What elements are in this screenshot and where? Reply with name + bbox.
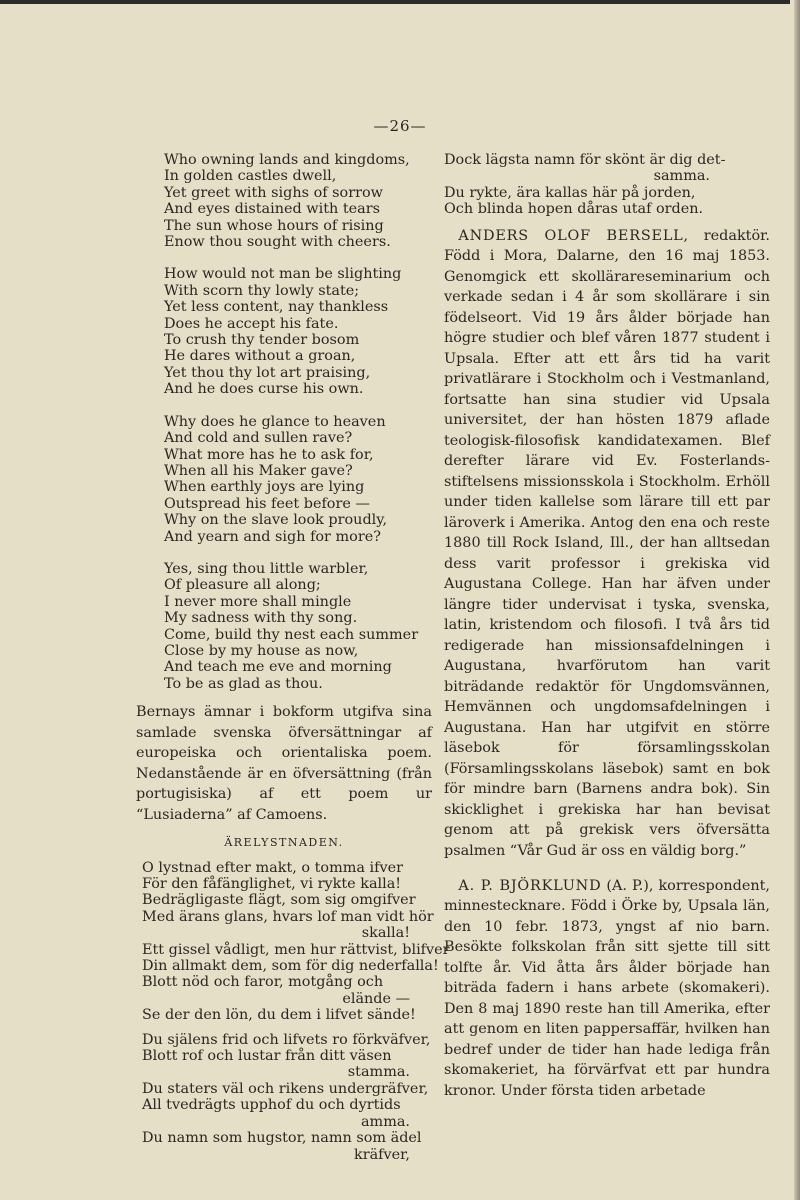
stanza [164, 266, 432, 397]
verse-line: Yet greet with sighs of sorrow [164, 184, 383, 201]
verse-continuation: elände — [342, 990, 410, 1007]
verse-line: O lystnad efter makt, o tomma ifver [142, 859, 403, 876]
translated-poem [142, 859, 450, 1163]
page-edge [794, 0, 800, 1200]
top-rule [0, 0, 790, 4]
verse-line: För den fåfänglighet, vi rykte kalla! [142, 876, 402, 892]
verse-continuation: samma. [653, 168, 710, 185]
verse-line: I never more shall mingle [164, 593, 352, 610]
verse-line: In golden castles dwell, [164, 168, 337, 185]
verse-line: Ett gissel vådligt, men hur rättvist, blifver [142, 941, 450, 958]
verse-continuation: amma. [360, 1113, 410, 1130]
verse-line: Du själens frid och lifvets ro förkväfver, [142, 1031, 431, 1048]
verse-line: Outspread his feet before — [164, 495, 370, 512]
verse-line: Yet less content, nay thankless [164, 299, 389, 316]
verse-line: To be as glad as thou. [164, 675, 323, 692]
verse-line: Din allmakt dem, som för dig nederfalla! [142, 958, 439, 975]
stanza [164, 152, 432, 250]
verse-line: Yet thou thy lot art praising, [164, 364, 371, 381]
verse-line: When all his Maker gave? [164, 462, 353, 479]
biography-text: redaktör. Född i Mora, Dalarne, den 16 maj 1853. Genomgick ett skollärareseminarium och verkade sedan i 4 år som skollärare i sin födelseort. Vid 19 års ålder började han högre studier och blef våren 1877 student i Upsala. Efter att ett års tid ha varit privatlärare i Stockholm och i Vestmanland, fortsatte han sina studier vid Upsala universitet, der han hösten 1879 aflade teologisk-filosofisk kandidatexamen. Blef derefter lärare vid Ev. Fosterlands-stiftelsens missionsskola i Stockholm. Erhöll under tiden kallelse som lärare till ett par läroverk i Amerika. Antog den ena och reste 1880 till Rock Island, Ill., der han alltsedan dess varit professor i grekiska vid Augustana College. Han har äfven under längre tider undervisat i tyska, svenska, latin, kristendom och filosofi. I två års tid redigerade han missionsafdelningen i Augustana, hvarförutom han varit biträdande redaktör för Ungdomsvännen, Hemvännen och ungdomsafdelningen i Augustana. Han har utgifvit en större läsebok för församlingsskolan (Församlingsskolans läsebok) samt en bok för mindre barn (Barnens andra bok). Sin skicklighet i grekiska har han bevisat genom att på grekisk vers öfversätta psalmen “Vår Gud är oss en väldig borg.” [444, 227, 770, 859]
biography-name: A. P. BJÖRKLUND [458, 877, 602, 894]
verse-line: Du staters väl och rikens undergräfver, [142, 1080, 429, 1097]
stanza [164, 561, 432, 692]
verse-line: And he does curse his own. [164, 381, 364, 398]
verse-line: How would not man be slighting [164, 266, 402, 283]
right-column [444, 152, 770, 1115]
verse-line: And eyes distained with tears [164, 201, 380, 218]
verse-line: Does he accept his fate. [164, 315, 339, 332]
verse-line: All tvedrägts upphof du och dyrtids [142, 1097, 401, 1114]
poem-ending [444, 152, 770, 218]
verse-line: He dares without a groan, [164, 348, 356, 365]
verse-line: When earthly joys are lying [164, 479, 365, 496]
verse-line: What more has he to ask for, [164, 446, 374, 463]
verse-continuation: skalla! [361, 925, 410, 942]
verse-line: Du rykte, ära kallas här på jorden, [444, 184, 696, 201]
poem-title: ÄRELYSTNADEN. [224, 836, 344, 850]
verse-line: Och blinda hopen dåras utaf orden. [444, 201, 704, 218]
stanza-gap [142, 1024, 432, 1032]
verse-line: Bedrägligaste flägt, som sig omgifver [142, 892, 416, 909]
verse-continuation: stamma. [347, 1064, 410, 1081]
left-column [136, 152, 450, 1163]
verse-line: Enow thou sought with cheers. [164, 234, 391, 251]
biography-bersell [444, 226, 770, 862]
intro-paragraph: Bernays ämnar i bokform utgifva sina samlade svenska öfversättningar af europeiska och orientaliska poem. Nedanstående är en öfversättning (från portugisiska) af ett poem ur “Lusiaderna” af Camoens. [136, 704, 432, 823]
verse-line: Blott nöd och faror, motgång och [142, 974, 384, 991]
verse-continuation: kräfver, [353, 1146, 410, 1163]
biography-name: ANDERS OLOF BERSELL, [458, 227, 689, 244]
verse-line: Se der den lön, du dem i lifvet sände! [142, 1007, 416, 1024]
verse-line: Dock lägsta namn för skönt är dig det- [444, 152, 726, 168]
stanza [164, 414, 432, 545]
verse-line: Of pleasure all along; [164, 577, 321, 594]
biography-bjorklund [444, 876, 770, 1102]
page-number: —26— [373, 117, 427, 135]
verse-line: Why on the slave look proudly, [164, 512, 388, 529]
verse-line: Who owning lands and kingdoms, [164, 152, 410, 168]
verse-line: And yearn and sigh for more? [164, 528, 381, 545]
biography-text: (A. P.), korrespondent, minnestecknare. Född i Örke by, Upsala län, den 10 febr. 1873, yngst af nio barn. Besökte folkskolan från sitt sjette till sitt tolfte år. Vid åtta års ålder började han biträda fadern i hans arbete (skomakeri). Den 8 maj 1890 reste han till Amerika, efter att genom en liten pappersaffär, hvilken han bedref under de tider han hade lediga från skomakeriet, ha förvärfvat ett par hundra kronor. Under första tiden arbetade [444, 877, 770, 1099]
verse-line: To crush thy tender bosom [164, 332, 360, 349]
verse-line: Close by my house as now, [164, 642, 359, 659]
verse-line: My sadness with thy song. [164, 610, 358, 627]
verse-line: And cold and sullen rave? [164, 430, 353, 447]
verse-line: The sun whose hours of rising [164, 217, 384, 234]
verse-line: With scorn thy lowly state; [164, 282, 360, 299]
verse-line: Why does he glance to heaven [164, 413, 386, 430]
verse-line: Blott rof och lustar från ditt väsen [142, 1048, 392, 1065]
verse-line: Med ärans glans, hvars lof man vidt hör [142, 908, 434, 925]
verse-line: Du namn som hugstor, namn som ädel [142, 1130, 422, 1147]
verse-line: And teach me eve and morning [164, 659, 392, 676]
verse-line: Yes, sing thou little warbler, [164, 560, 369, 577]
verse-line: Come, build thy nest each summer [164, 626, 419, 643]
